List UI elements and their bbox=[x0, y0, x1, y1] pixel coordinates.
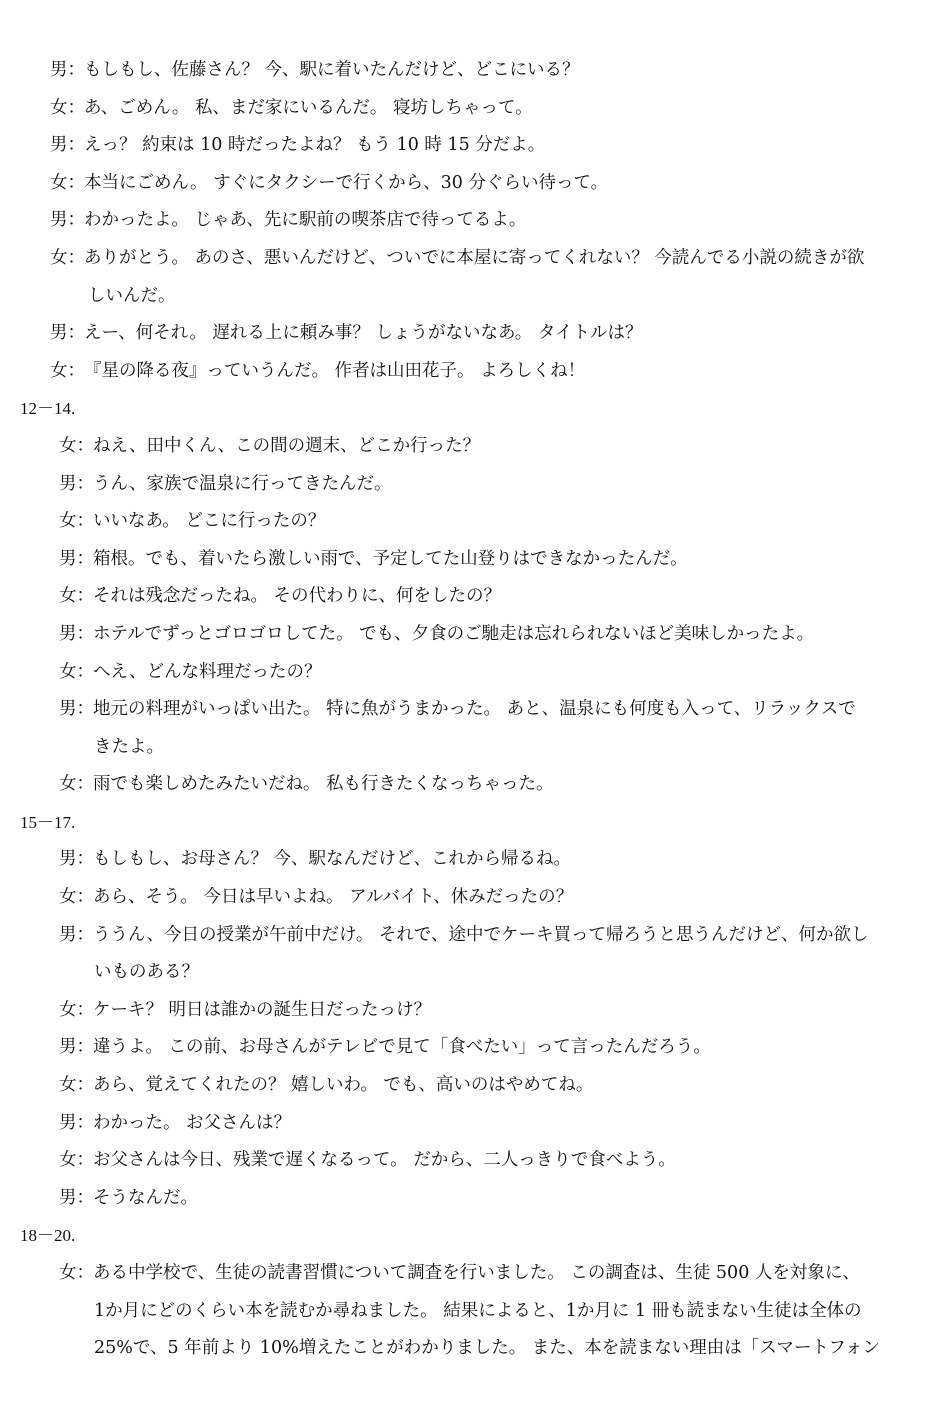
dialogue-text: えー、何それ。 遅れる上に頼み事？ しょうがないなあ。 タイトルは？ bbox=[84, 323, 643, 344]
dialogue-text: もしもし、お母さん？ 今、駅なんだけど、これから帰るね。 bbox=[93, 849, 572, 870]
continuation-text: 25%で、5 年前より 10%増えたことがわかりました。 また、本を読まない理由は「スマートフォン bbox=[94, 1338, 881, 1359]
speaker-label: 女： bbox=[59, 1075, 94, 1096]
dialogue-text: 雨でも楽しめたみたいだね。 私も行きたくなっちゃった。 bbox=[93, 774, 554, 795]
dialogue-text: ある中学校で、生徒の読書習慣について調査を行いました。 この調査は、生徒 500 人を対象に、 bbox=[93, 1263, 860, 1283]
monologue-section-18-20 bbox=[0, 1255, 950, 1368]
dialogue-line bbox=[0, 165, 950, 203]
speaker-label: 女： bbox=[50, 172, 85, 193]
dialogue-text: わかったよ。 じゃあ、先に駅前の喫茶店で待ってるよ。 bbox=[84, 210, 527, 231]
dialogue-line-continuation bbox=[0, 729, 950, 767]
dialogue-text: へえ、どんな料理だったの？ bbox=[93, 661, 322, 682]
dialogue-line bbox=[0, 992, 950, 1030]
dialogue-line bbox=[0, 841, 950, 879]
dialogue-text: いいなあ。 どこに行ったの？ bbox=[93, 511, 326, 532]
dialogue-section-12-14 bbox=[0, 428, 950, 804]
speaker-label: 女： bbox=[59, 1150, 94, 1171]
continuation-text: 1か月にどのくらい本を読むか尋ねました。 結果によると、1か月に 1 冊も読まない生徒は全体の bbox=[94, 1300, 862, 1321]
section-heading-15-17: 15－17. bbox=[20, 812, 76, 832]
dialogue-text: ケーキ？ 明日は誰かの誕生日だったっけ？ bbox=[93, 999, 432, 1020]
dialogue-line bbox=[0, 503, 950, 541]
dialogue-line-continuation bbox=[0, 1293, 950, 1331]
dialogue-section-15-17 bbox=[0, 841, 950, 1217]
dialogue-text: あら、そう。 今日は早いよね。 アルバイト、休みだったの？ bbox=[93, 887, 574, 908]
dialogue-text: 地元の料理がいっぱい出た。 特に魚がうまかった。 あと、温泉にも何度も入って、リラックスで bbox=[93, 699, 856, 720]
dialogue-line bbox=[0, 202, 950, 240]
dialogue-line bbox=[0, 879, 950, 917]
speaker-label: 男： bbox=[59, 1112, 94, 1133]
speaker-label: 女： bbox=[50, 97, 85, 118]
speaker-label: 女： bbox=[59, 774, 94, 795]
dialogue-text: 『星の降る夜』っていうんだ。 作者は山田花子。 よろしくね！ bbox=[84, 360, 586, 381]
dialogue-text: ねえ、田中くん、この間の週末、どこか行った？ bbox=[93, 435, 481, 456]
dialogue-text: それは残念だったね。 その代わりに、何をしたの？ bbox=[93, 586, 502, 607]
dialogue-line bbox=[0, 1105, 950, 1143]
dialogue-text: もしもし、佐藤さん？ 今、駅に着いたんだけど、どこにいる？ bbox=[84, 60, 580, 80]
dialogue-text: そうなんだ。 bbox=[93, 1187, 198, 1208]
dialogue-line bbox=[0, 1142, 950, 1180]
dialogue-text: ホテルでずっとゴロゴロしてた。 でも、夕食のご馳走は忘れられないほど美味しかったよ。 bbox=[93, 623, 815, 644]
speaker-label: 男： bbox=[59, 924, 94, 945]
listening-script-page bbox=[0, 52, 950, 1359]
dialogue-line bbox=[0, 1029, 950, 1067]
speaker-label: 男： bbox=[50, 60, 85, 80]
speaker-label: 男： bbox=[59, 1037, 94, 1058]
dialogue-line bbox=[0, 1180, 950, 1218]
speaker-label: 女： bbox=[59, 435, 94, 456]
speaker-label: 女： bbox=[59, 661, 94, 682]
section-heading-12-14: 12－14. bbox=[20, 399, 76, 419]
dialogue-text: ありがとう。 あのさ、悪いんだけど、ついでに本屋に寄ってくれない？ 今読んでる小説の続きが欲 bbox=[84, 247, 865, 268]
dialogue-line bbox=[0, 691, 950, 729]
continuation-text: しいんだ。 bbox=[88, 285, 176, 306]
dialogue-text: 箱根。でも、着いたら激しい雨で、予定してた山登りはできなかったんだ。 bbox=[93, 548, 688, 569]
dialogue-text: 本当にごめん。 すぐにタクシーで行くから、30 分ぐらい待って。 bbox=[84, 172, 609, 193]
dialogue-text: えっ？ 約束は 10 時だったよね？ もう 10 時 15 分だよ。 bbox=[84, 135, 546, 156]
dialogue-line bbox=[0, 428, 950, 466]
speaker-label: 男： bbox=[59, 623, 94, 644]
continuation-text: きたよ。 bbox=[94, 736, 164, 757]
speaker-label: 女： bbox=[50, 247, 85, 268]
dialogue-line-continuation bbox=[0, 1330, 950, 1368]
dialogue-line bbox=[0, 240, 950, 278]
speaker-label: 男： bbox=[59, 699, 94, 720]
speaker-label: 女： bbox=[59, 887, 94, 908]
dialogue-line bbox=[0, 616, 950, 654]
speaker-label: 男： bbox=[59, 1187, 94, 1208]
dialogue-text: うん、家族で温泉に行ってきたんだ。 bbox=[93, 473, 392, 494]
speaker-label: 女： bbox=[50, 360, 85, 381]
speaker-label: 男： bbox=[50, 323, 85, 344]
continuation-text: いものある？ bbox=[94, 962, 199, 983]
dialogue-text: お父さんは今日、残業で遅くなるって。 だから、二人っきりで食べよう。 bbox=[93, 1150, 676, 1171]
speaker-label: 男： bbox=[59, 548, 94, 569]
dialogue-line bbox=[0, 578, 950, 616]
dialogue-line bbox=[0, 541, 950, 579]
dialogue-text: あ、ごめん。 私、まだ家にいるんだ。 寝坊しちゃって。 bbox=[84, 97, 533, 118]
dialogue-line bbox=[0, 766, 950, 804]
dialogue-line-continuation bbox=[0, 278, 950, 316]
speaker-label: 男： bbox=[50, 135, 85, 156]
dialogue-text: あら、覚えてくれたの？ 嬉しいわ。 でも、高いのはやめてね。 bbox=[93, 1075, 594, 1096]
speaker-label: 男： bbox=[50, 210, 85, 231]
speaker-label: 女： bbox=[59, 1263, 94, 1283]
dialogue-line bbox=[0, 654, 950, 692]
dialogue-line bbox=[0, 315, 950, 353]
dialogue-line-continuation bbox=[0, 954, 950, 992]
dialogue-text: 違うよ。 この前、お母さんがテレビで見て「食べたい」って言ったんだろう。 bbox=[93, 1037, 711, 1058]
dialogue-line bbox=[0, 917, 950, 955]
speaker-label: 女： bbox=[59, 999, 94, 1020]
dialogue-line bbox=[0, 127, 950, 165]
dialogue-line bbox=[0, 1255, 950, 1293]
dialogue-group-1 bbox=[0, 52, 950, 390]
dialogue-line bbox=[0, 90, 950, 128]
dialogue-line bbox=[0, 52, 950, 90]
speaker-label: 男： bbox=[59, 849, 94, 870]
dialogue-line bbox=[0, 1067, 950, 1105]
dialogue-line bbox=[0, 353, 950, 391]
speaker-label: 女： bbox=[59, 511, 94, 532]
speaker-label: 女： bbox=[59, 586, 94, 607]
speaker-label: 男： bbox=[59, 473, 94, 494]
dialogue-text: わかった。 お父さんは？ bbox=[93, 1112, 292, 1133]
dialogue-text: ううん、今日の授業が午前中だけ。 それで、途中でケーキ買って帰ろうと思うんだけど、何か欲し bbox=[93, 924, 869, 945]
dialogue-line bbox=[0, 466, 950, 504]
section-heading-18-20: 18－20. bbox=[20, 1226, 76, 1246]
